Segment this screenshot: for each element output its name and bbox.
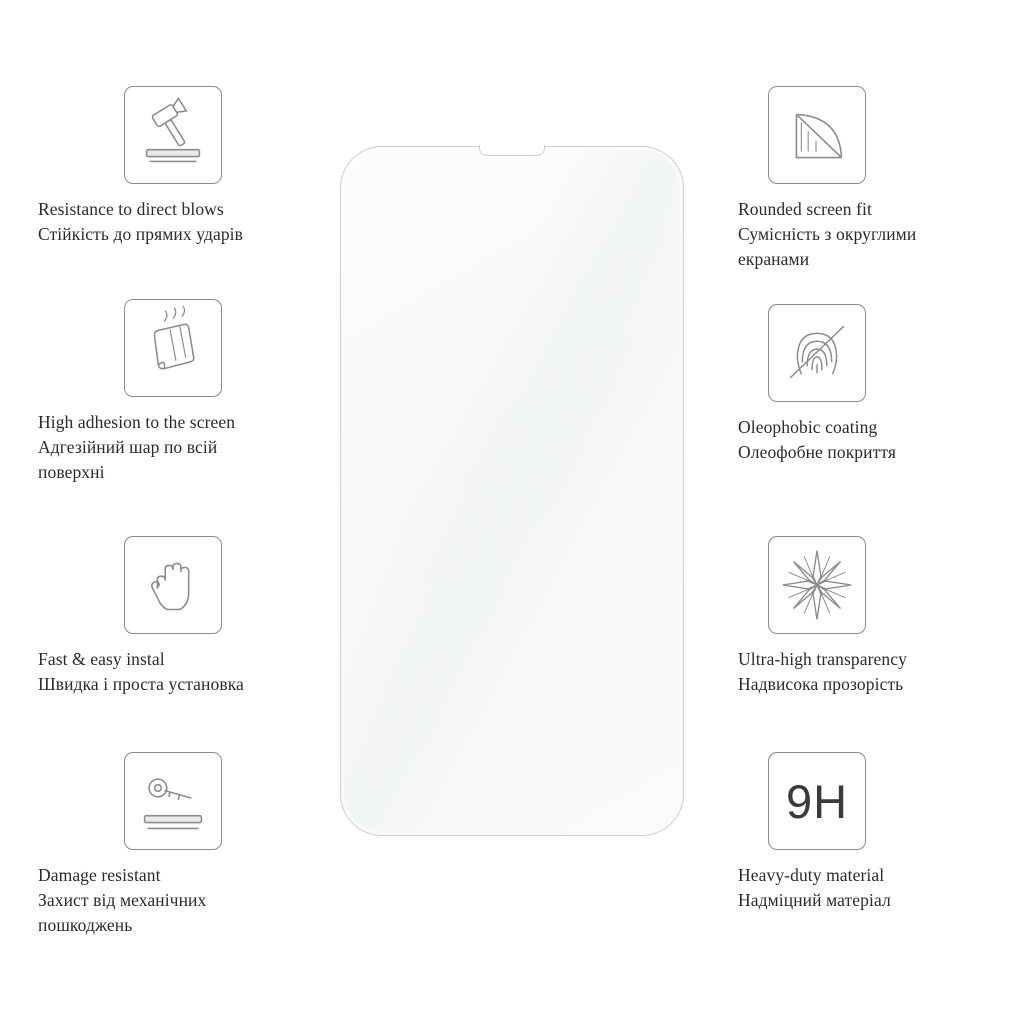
phone-screen-protector-illustration xyxy=(340,146,684,836)
caption-line-uk: Надвисока прозорість xyxy=(738,673,904,694)
feature-rounded-screen-fit xyxy=(738,86,1024,272)
feature-caption xyxy=(38,647,338,697)
caption-line-en: Rounded screen fit xyxy=(738,199,872,219)
caption-line-uk: Швидка і проста установка xyxy=(38,673,244,694)
caption-line-en: Ultra-high transparency xyxy=(738,649,907,669)
feature-caption xyxy=(738,197,1024,272)
feature-fast-easy-install xyxy=(38,536,338,697)
caption-line-en: High adhesion to the screen xyxy=(38,412,236,432)
adhesive-film-icon xyxy=(124,299,222,397)
caption-line-en: Fast & easy instal xyxy=(38,649,165,669)
feature-heavy-duty-material xyxy=(738,752,1024,913)
caption-line-uk: Стійкість до прямих ударів xyxy=(38,223,244,244)
feature-damage-resistant xyxy=(38,752,338,938)
caption-line-uk: Надміцний матеріал xyxy=(738,889,891,910)
caption-line-uk-2: поверхні xyxy=(38,461,105,482)
caption-line-uk: Сумісність з округлими xyxy=(738,223,917,244)
caption-line-en: Heavy-duty material xyxy=(738,865,885,885)
starburst-shine-icon xyxy=(768,536,866,634)
caption-line-en: Damage resistant xyxy=(38,865,161,885)
hardness-9h-icon xyxy=(768,752,866,850)
feature-ultra-high-transparency xyxy=(738,536,1024,697)
feature-caption xyxy=(738,647,1024,697)
feature-caption xyxy=(38,863,338,938)
phone-notch xyxy=(479,145,545,156)
features-column-left xyxy=(38,0,338,1024)
rounded-edge-icon xyxy=(768,86,866,184)
feature-caption xyxy=(38,197,338,247)
caption-line-uk: Олеофобне покриття xyxy=(738,441,897,462)
feature-oleophobic-coating xyxy=(738,304,1024,465)
key-scratch-icon xyxy=(124,752,222,850)
feature-caption xyxy=(738,863,1024,913)
hand-palm-icon xyxy=(124,536,222,634)
caption-line-en: Resistance to direct blows xyxy=(38,199,224,219)
caption-line-uk: Захист від механічних xyxy=(38,889,207,910)
features-column-right xyxy=(738,0,1024,1024)
caption-line-uk: Адгезійний шар по всій xyxy=(38,436,218,457)
caption-line-uk-2: пошкоджень xyxy=(38,914,133,935)
feature-high-adhesion xyxy=(38,299,338,485)
hammer-impact-icon xyxy=(124,86,222,184)
feature-resistance-to-direct-blows xyxy=(38,86,338,247)
caption-line-en: Oleophobic coating xyxy=(738,417,878,437)
feature-caption xyxy=(38,410,338,485)
hardness-label: 9H xyxy=(785,774,849,828)
caption-line-uk-2: екранами xyxy=(738,248,810,269)
fingerprint-icon xyxy=(768,304,866,402)
glass-sheen xyxy=(344,150,680,832)
feature-caption xyxy=(738,415,1024,465)
